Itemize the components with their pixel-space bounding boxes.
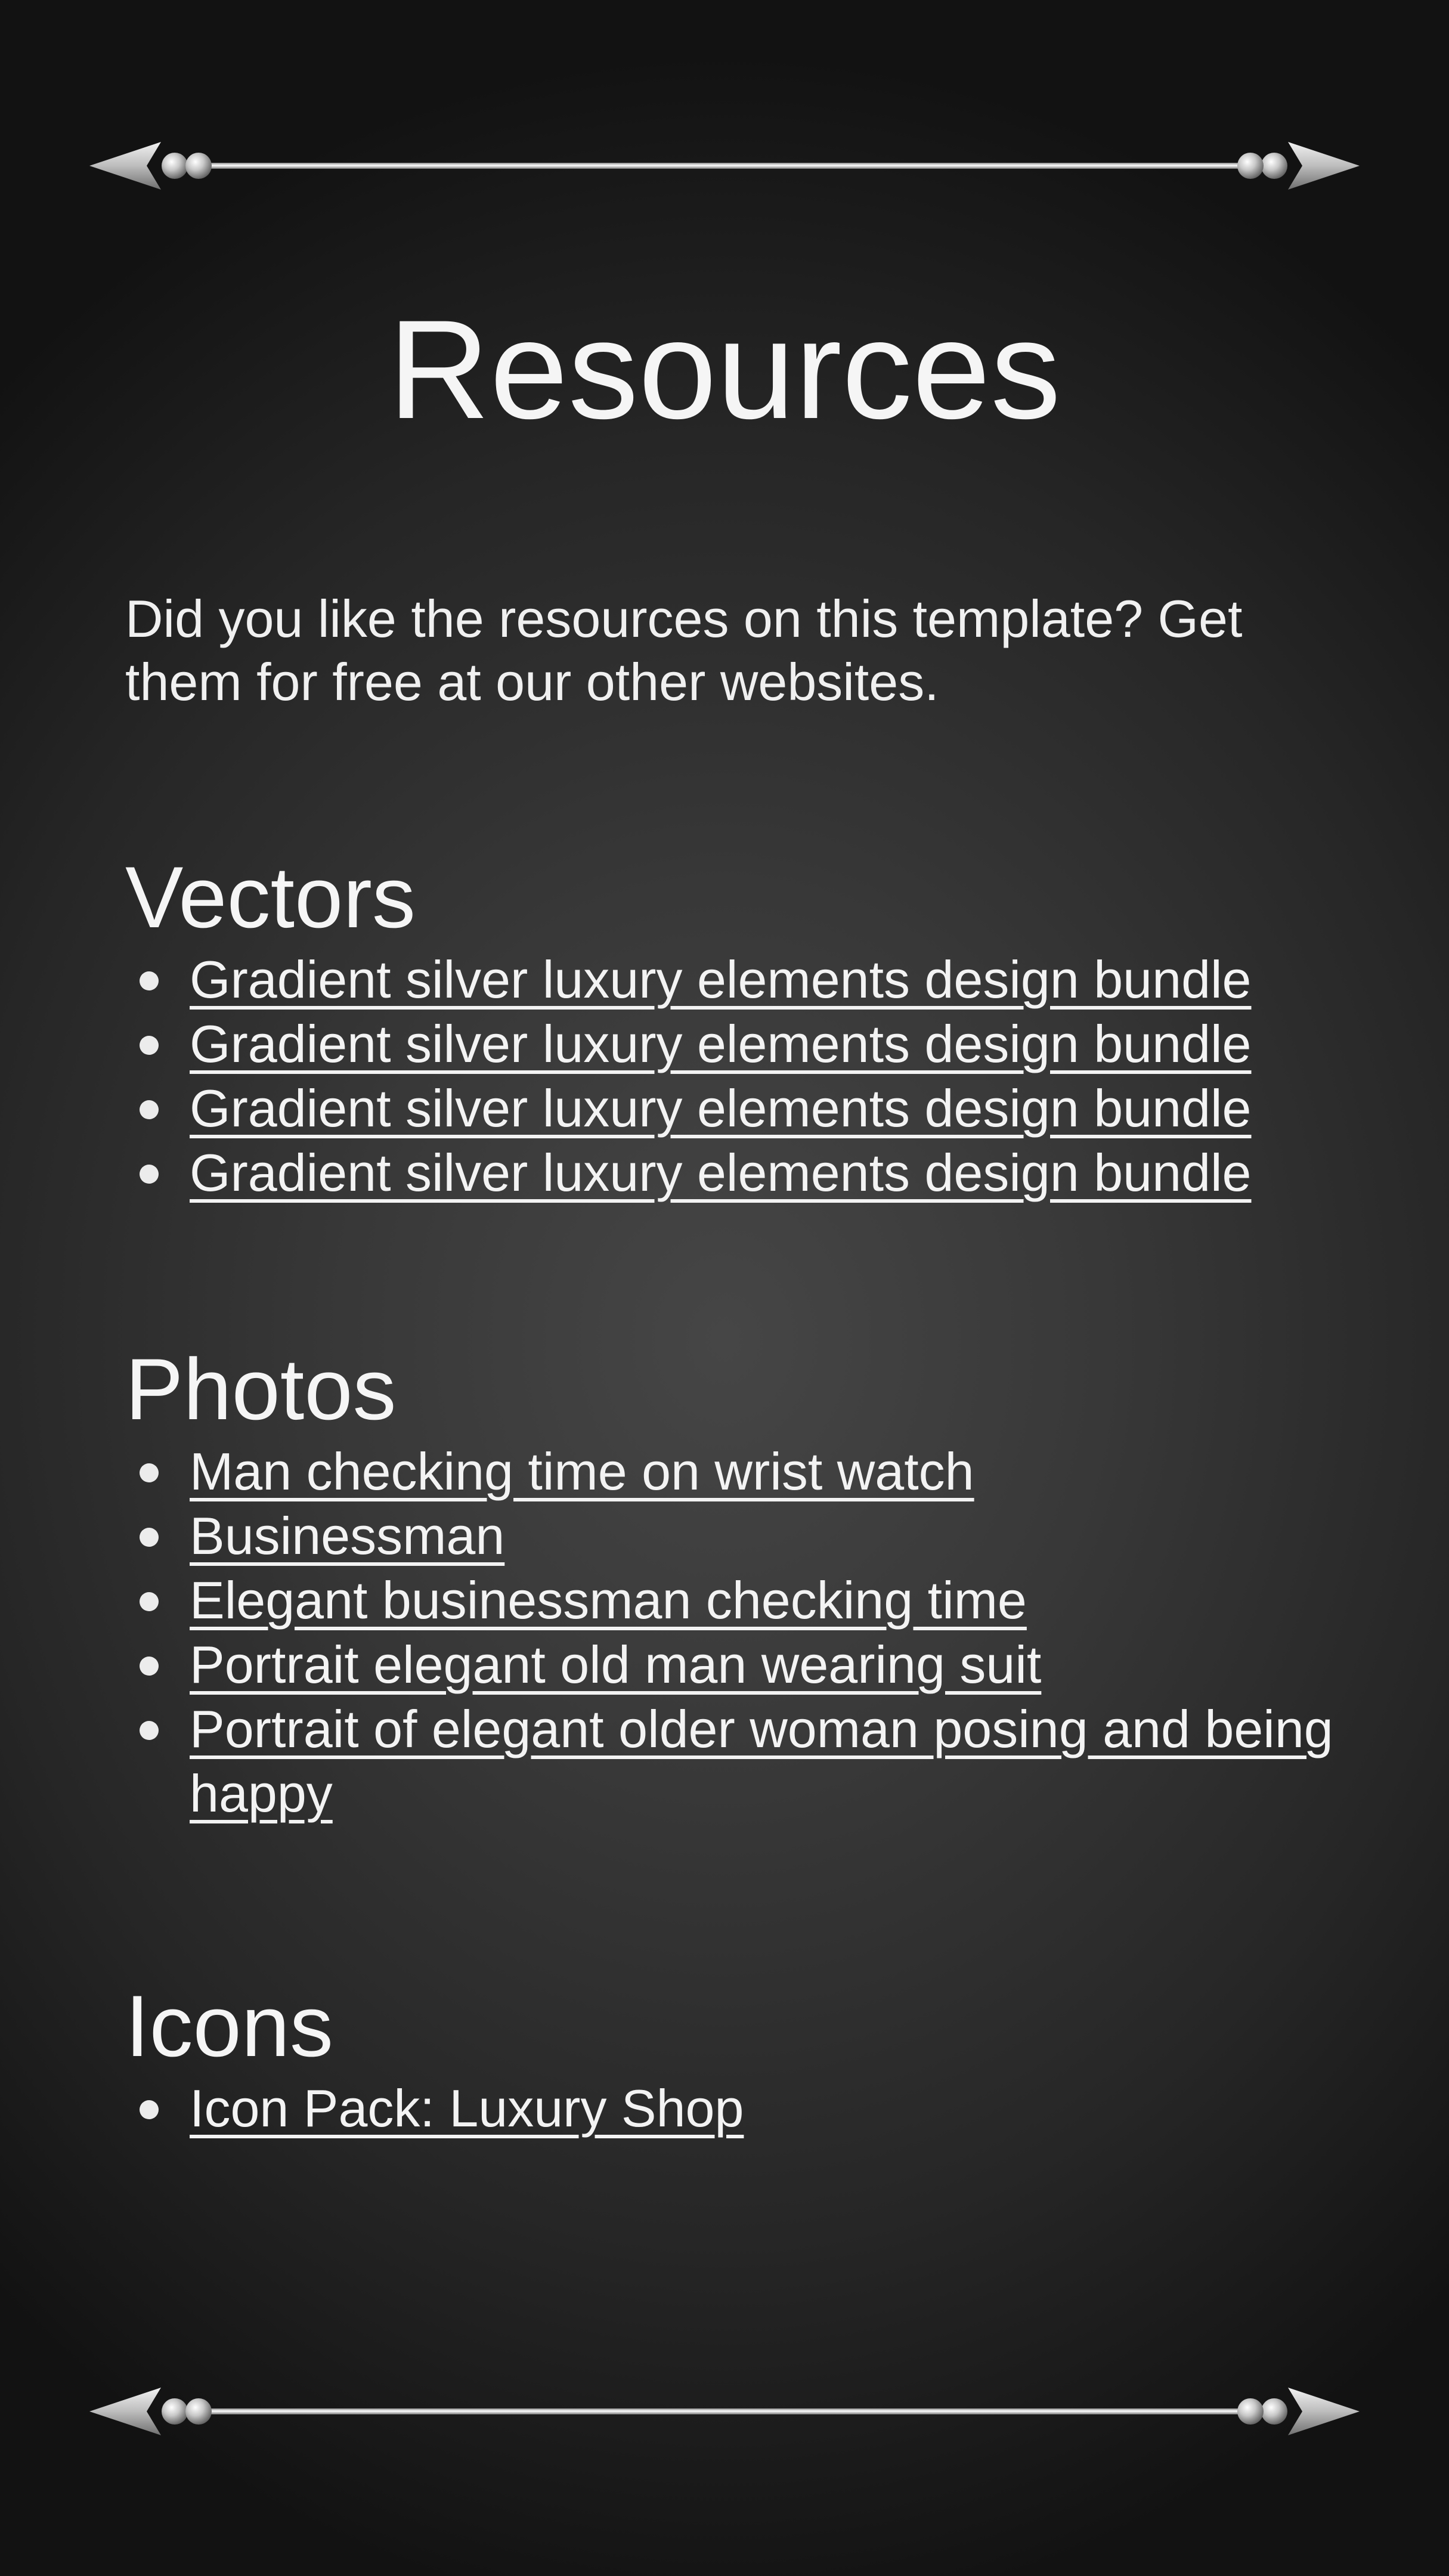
- vector-link[interactable]: Gradient silver luxury elements design bundle: [190, 1079, 1252, 1138]
- vector-link[interactable]: Gradient silver luxury elements design bundle: [190, 950, 1252, 1009]
- intro-text: Did you like the resources on this template? Get them for free at our other websites.: [125, 589, 1243, 711]
- icons-heading: Icons: [125, 1977, 333, 2075]
- list-item: [125, 1633, 1354, 1697]
- icons-section: [125, 1979, 1354, 2141]
- vectors-heading: Vectors: [125, 849, 416, 946]
- photos-list: [125, 1439, 1354, 1826]
- icon-pack-link[interactable]: Icon Pack: Luxury Shop: [190, 2079, 744, 2138]
- photos-section: [125, 1342, 1354, 1826]
- page-title: Resources: [388, 291, 1061, 448]
- bullet-dot-icon: [140, 1036, 159, 1055]
- list-item: [125, 1697, 1354, 1826]
- vectors-list: [125, 948, 1354, 1205]
- bullet-dot-icon: [140, 1100, 159, 1119]
- silver-arrow-divider-icon: [89, 2383, 1360, 2440]
- bullet-dot-icon: [140, 2100, 159, 2119]
- vectors-section: [125, 850, 1354, 1205]
- bullet-dot-icon: [140, 971, 159, 990]
- list-item: [125, 2076, 1354, 2141]
- icons-list: [125, 2076, 1354, 2141]
- list-item: [125, 1012, 1354, 1076]
- list-item: [125, 1568, 1354, 1633]
- bullet-dot-icon: [140, 1592, 159, 1611]
- photo-link[interactable]: Portrait of elegant older woman posing and being happy: [190, 1699, 1333, 1823]
- list-item: [125, 1439, 1354, 1504]
- photos-heading: Photos: [125, 1340, 397, 1438]
- photo-link[interactable]: Businessman: [190, 1506, 505, 1565]
- photo-link[interactable]: Portrait elegant old man wearing suit: [190, 1635, 1042, 1694]
- list-item: [125, 1141, 1354, 1205]
- photo-link[interactable]: Elegant businessman checking time: [190, 1571, 1027, 1630]
- vector-link[interactable]: Gradient silver luxury elements design bundle: [190, 1143, 1252, 1202]
- bullet-dot-icon: [140, 1528, 159, 1547]
- list-item: [125, 948, 1354, 1012]
- vector-link[interactable]: Gradient silver luxury elements design bundle: [190, 1014, 1252, 1073]
- photo-link[interactable]: Man checking time on wrist watch: [190, 1442, 974, 1501]
- list-item: [125, 1504, 1354, 1568]
- bullet-dot-icon: [140, 1657, 159, 1676]
- list-item: [125, 1076, 1354, 1141]
- bullet-dot-icon: [140, 1463, 159, 1482]
- silver-arrow-divider-icon: [89, 137, 1360, 194]
- bullet-dot-icon: [140, 1721, 159, 1740]
- bullet-dot-icon: [140, 1165, 159, 1184]
